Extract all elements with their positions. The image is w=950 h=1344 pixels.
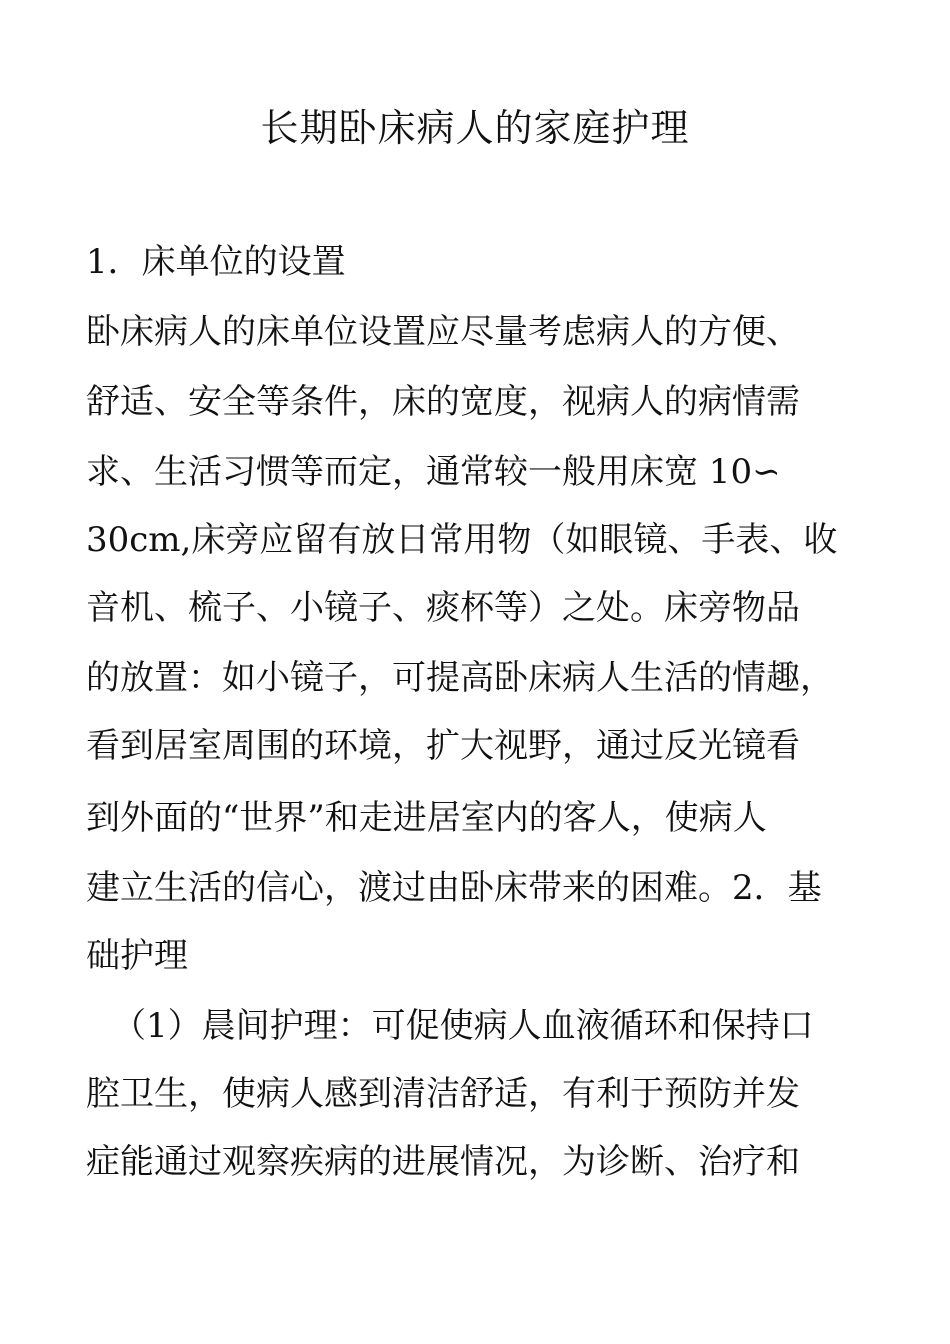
paragraph-line: 音机、梳子、小镜子、痰杯等）之处。床旁物品	[86, 588, 800, 628]
paragraph-line: 卧床病人的床单位设置应尽量考虑病人的方便、	[86, 312, 800, 352]
paragraph-line: 的放置：如小镜子，可提高卧床病人生活的情趣，	[86, 658, 834, 698]
paragraph-line: 舒适、安全等条件，床的宽度，视病人的病情需	[86, 382, 800, 422]
paragraph-line: （1）晨间护理：可促使病人血液循环和保持口	[112, 1006, 814, 1046]
paragraph-line: 看到居室周围的环境，扩大视野，通过反光镜看	[86, 726, 800, 766]
paragraph-line: 到外面的“世界”和走进居室内的客人，使病人	[86, 798, 767, 838]
section-heading: 1．床单位的设置	[86, 242, 346, 282]
paragraph-line: 腔卫生，使病人感到清洁舒适，有利于预防并发	[86, 1074, 800, 1114]
paragraph-line: 础护理	[86, 936, 188, 976]
paragraph-line: 求、生活习惯等而定，通常较一般用床宽 10∽	[86, 452, 781, 492]
paragraph-line: 30cm,床旁应留有放日常用物（如眼镜、手表、收	[86, 520, 838, 560]
paragraph-line: 症能通过观察疾病的进展情况，为诊断、治疗和	[86, 1142, 800, 1182]
paragraph-line: 建立生活的信心，渡过由卧床带来的困难。2．基	[86, 868, 822, 908]
document-title: 长期卧床病人的家庭护理	[260, 106, 690, 150]
